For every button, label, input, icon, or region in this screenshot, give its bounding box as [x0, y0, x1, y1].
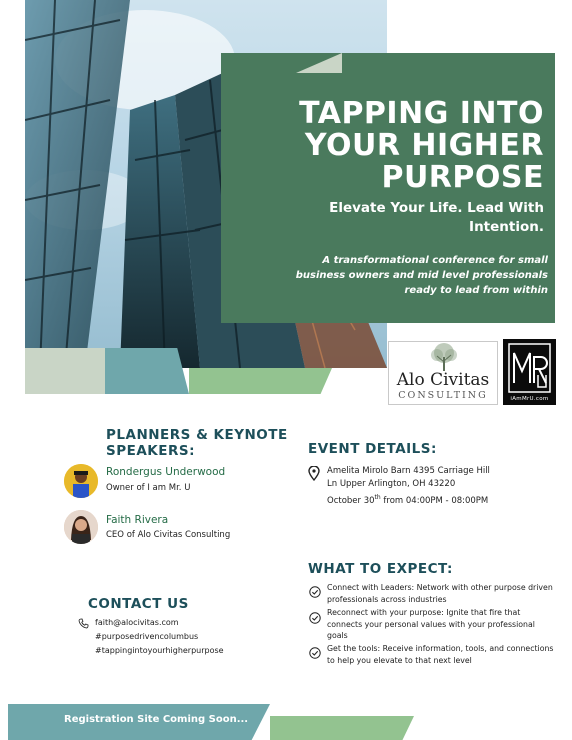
mru-logo-text: iAmMrU.com [510, 396, 549, 402]
event-date-time: from 04:00PM - 08:00PM [380, 495, 489, 506]
expect-item: Connect with Leaders: Network with other purpose driven professionals across industries [327, 583, 553, 604]
what-to-expect-heading: WHAT TO EXPECT: [308, 561, 453, 577]
event-date-day: October 30 [327, 495, 375, 506]
expect-item: Reconnect with your purpose: Ignite that fire that connects your personal values with your professional goals [327, 608, 535, 640]
panel-notch-shape [296, 53, 342, 73]
speaker-role: Owner of I am Mr. U [106, 483, 191, 493]
contact-email[interactable]: faith@alocivitas.com [95, 618, 179, 627]
speaker-name: Rondergus Underwood [106, 466, 226, 478]
decor-band [25, 348, 105, 394]
hero-title-line: YOUR HIGHER [304, 128, 544, 163]
expect-item: Get the tools: Receive information, tools, and connections to help you elevate to that next level [327, 644, 554, 665]
phone-icon [78, 618, 89, 629]
footer-accent-band [270, 716, 414, 740]
tree-icon [427, 342, 461, 372]
check-circle-icon [309, 612, 321, 624]
decor-band [189, 368, 332, 394]
check-circle-icon [309, 586, 321, 598]
hero-tagline: Elevate Your Life. Lead With Intention. [329, 200, 544, 235]
contact-hashtag: #purposedrivencolumbus [95, 632, 199, 641]
decor-band [105, 348, 189, 394]
check-circle-icon [309, 647, 321, 659]
hero-title-line: PURPOSE [381, 160, 544, 195]
alo-civitas-logo [388, 341, 498, 405]
planners-heading: PLANNERS & KEYNOTE SPEAKERS: [106, 427, 288, 459]
speaker-avatar [64, 464, 98, 498]
contact-heading: CONTACT US [88, 596, 189, 612]
speaker-photo-icon [64, 464, 98, 498]
mru-monogram-icon [508, 343, 551, 393]
contact-hashtag: #tappingintoyourhigherpurpose [95, 646, 224, 655]
event-address: Amelita Mirolo Barn 4395 Carriage Hill Ln Upper Arlington, OH 43220 [327, 466, 490, 489]
speaker-role: CEO of Alo Civitas Consulting [106, 530, 231, 540]
alo-logo-name: Alo Civitas [396, 370, 490, 390]
speaker-photo-icon [64, 510, 98, 544]
hero-title-line: TAPPING INTO [299, 96, 544, 131]
hero-description: A transformational conference for small business owners and mid level professionals ready to lead from within [295, 255, 548, 296]
location-pin-icon [308, 466, 320, 481]
event-date-suffix: th [374, 494, 381, 501]
mru-logo [503, 339, 556, 405]
event-date [327, 494, 537, 506]
alo-logo-sub: CONSULTING [398, 390, 488, 401]
speaker-name: Faith Rivera [106, 514, 169, 526]
hero-title [244, 98, 544, 194]
speaker-avatar [64, 510, 98, 544]
registration-notice: Registration Site Coming Soon... [64, 714, 249, 725]
event-details-heading: EVENT DETAILS: [308, 441, 437, 457]
